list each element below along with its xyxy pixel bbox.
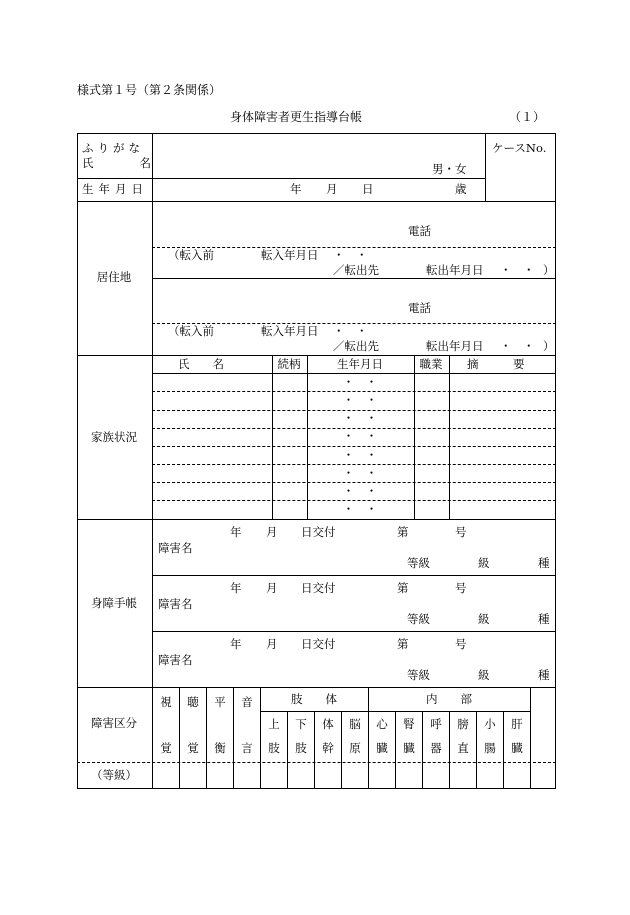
handbook-issued: 日交付 [301, 637, 336, 651]
close-paren: ） [543, 339, 555, 353]
handbook-month: 月 [266, 637, 278, 651]
residence-label: 居住地 [96, 270, 132, 284]
handbook-no-prefix: 第 [397, 525, 409, 539]
family-row-dots: ・ ・ [342, 411, 378, 425]
handbook-label: 身障手帳 [91, 596, 137, 610]
handbook-kyu: 級 [478, 612, 490, 626]
handbook-shu: 種 [538, 668, 550, 682]
birth-day: 日 [362, 182, 374, 196]
class-vision-bottom: 覚 [160, 741, 172, 755]
limb-trunk-bottom: 幹 [322, 741, 334, 755]
residence-phone: 電話 [408, 224, 431, 238]
handbook-no-prefix: 第 [397, 581, 409, 595]
internal-kidney-bottom: 臓 [403, 741, 415, 755]
family-row-dots: ・ ・ [342, 393, 378, 407]
birth-label: 生年月日 [82, 182, 148, 196]
class-vision-top: 視 [160, 695, 172, 709]
moved-out-date-dots: ・ ・ [500, 339, 535, 353]
family-row-dots: ・ ・ [342, 502, 378, 516]
limb-upper-top: 上 [268, 717, 280, 731]
limb-lower-bottom: 肢 [295, 741, 307, 755]
internal-header: 内 部 [426, 692, 472, 706]
page-title: 身体障害者更生指導台帳 [229, 110, 363, 124]
internal-heart-top: 心 [376, 717, 388, 731]
age-label: 歳 [455, 182, 467, 196]
handbook-month: 月 [266, 525, 278, 539]
limb-trunk-top: 体 [322, 717, 334, 731]
handbook-grade: 等級 [407, 668, 430, 682]
moved-out-label: ／転出先 [333, 339, 379, 353]
family-label: 家族状況 [91, 430, 137, 444]
class-balance-top: 平 [214, 695, 226, 709]
handbook-year: 年 [230, 525, 242, 539]
moved-in-date-dots: ・ ・ [333, 324, 368, 338]
label-column-divider [152, 133, 153, 789]
disability-grade-label: （等級） [91, 768, 137, 782]
class-hearing-top: 聴 [187, 695, 199, 709]
handbook-no-prefix: 第 [397, 637, 409, 651]
family-col-job: 職業 [419, 357, 443, 371]
birth-year: 年 [290, 182, 302, 196]
close-paren: ） [543, 263, 555, 277]
family-row-dots: ・ ・ [342, 429, 378, 443]
handbook-disability-name: 障害名 [158, 541, 193, 555]
class-balance-bottom: 衡 [214, 741, 226, 755]
moved-in-prefix: （転入前 [168, 248, 214, 262]
handbook-grade: 等級 [407, 612, 430, 626]
family-row-dots: ・ ・ [342, 375, 378, 389]
handbook-grade: 等級 [407, 556, 430, 570]
handbook-month: 月 [266, 581, 278, 595]
furigana-label: ふりがな [82, 141, 144, 155]
limb-brain-top: 脳 [349, 717, 361, 731]
internal-liver-top: 肝 [511, 717, 523, 731]
limb-lower-top: 下 [295, 717, 307, 731]
limb-brain-bottom: 原 [349, 741, 361, 755]
handbook-disability-name: 障害名 [158, 653, 193, 667]
moved-out-label: ／転出先 [333, 263, 379, 277]
handbook-year: 年 [230, 637, 242, 651]
handbook-issued: 日交付 [301, 581, 336, 595]
form-label: 様式第１号（第２条関係） [77, 83, 222, 97]
case-no-label: ケースNo. [492, 141, 547, 155]
handbook-shu: 種 [538, 556, 550, 570]
family-col-name: 氏 名 [178, 357, 224, 371]
internal-intestine-top: 小 [484, 717, 496, 731]
internal-bladder-top: 膀 [457, 717, 469, 731]
family-row-dots: ・ ・ [342, 448, 378, 462]
internal-liver-bottom: 臓 [511, 741, 523, 755]
moved-in-date-dots: ・ ・ [333, 248, 368, 262]
family-col-notes: 摘 要 [467, 357, 525, 371]
handbook-no-suffix: 号 [455, 637, 467, 651]
family-row-dots: ・ ・ [342, 466, 378, 480]
birth-month: 月 [326, 182, 338, 196]
class-speech-bottom: 言 [241, 741, 253, 755]
handbook-issued: 日交付 [301, 525, 336, 539]
class-hearing-bottom: 覚 [187, 741, 199, 755]
limb-header: 肢 体 [291, 692, 337, 706]
moved-in-date-label: 転入年月日 [261, 248, 319, 262]
handbook-disability-name: 障害名 [158, 597, 193, 611]
internal-bladder-bottom: 直 [457, 741, 469, 755]
handbook-no-suffix: 号 [455, 525, 467, 539]
limb-upper-bottom: 肢 [268, 741, 280, 755]
moved-in-prefix: （転入前 [168, 324, 214, 338]
family-row-dots: ・ ・ [342, 484, 378, 498]
internal-kidney-top: 腎 [403, 717, 415, 731]
class-speech-top: 音 [241, 695, 253, 709]
internal-heart-bottom: 臓 [376, 741, 388, 755]
moved-out-date-label: 転出年月日 [426, 263, 484, 277]
family-col-birth: 生年月日 [337, 357, 383, 371]
moved-in-date-label: 転入年月日 [261, 324, 319, 338]
gender-field[interactable]: 男・女 [432, 162, 467, 176]
handbook-kyu: 級 [478, 668, 490, 682]
disability-class-label: 障害区分 [91, 716, 137, 730]
moved-out-date-dots: ・ ・ [500, 263, 535, 277]
handbook-no-suffix: 号 [455, 581, 467, 595]
form-frame [77, 133, 556, 789]
handbook-kyu: 級 [478, 556, 490, 570]
page-number: （１） [509, 110, 546, 124]
name-label: 氏名 [82, 156, 197, 170]
internal-respiratory-bottom: 器 [430, 741, 442, 755]
residence-phone: 電話 [408, 301, 431, 315]
internal-respiratory-top: 呼 [430, 717, 442, 731]
family-col-relation: 続柄 [277, 357, 301, 371]
internal-intestine-bottom: 腸 [484, 741, 496, 755]
moved-out-date-label: 転出年月日 [426, 339, 484, 353]
handbook-year: 年 [230, 581, 242, 595]
handbook-shu: 種 [538, 612, 550, 626]
name-label-row [82, 156, 197, 170]
case-column-divider [485, 133, 486, 201]
